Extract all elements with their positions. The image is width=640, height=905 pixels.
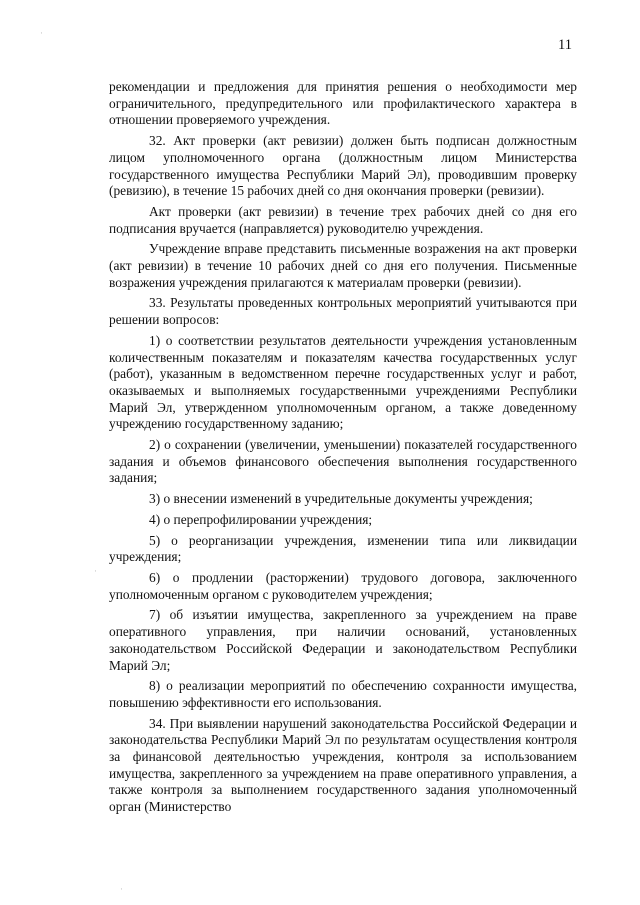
scan-speck: · (40, 28, 43, 38)
paragraph-recommendations: рекомендации и предложения для принятия решения о необходимости мер ограничительного, предупредительного или профилактического характера в отношении проверяемого учреждения. (109, 79, 577, 128)
list-item-8: 8) о реализации мероприятий по обеспечению сохранности имущества, повышению эффективности его использования. (109, 678, 577, 710)
scan-speck: · (120, 884, 123, 894)
list-item-1: 1) о соответствии результатов деятельности учреждения установленным количественным показателям и показателям качества государственных услуг (работ), указанным в ведомственном перечне государственных услуг и работ, оказываемых и выполняемых государственными учреждениями Республики Марий Эл, утвержденном уполномоченным органом, а также доведенному учреждению государственному заданию; (109, 332, 577, 432)
list-item-6: 6) о продлении (расторжении) трудового договора, заключенного уполномоченным органом с руководителем учреждения; (109, 569, 577, 602)
page-number: 11 (558, 37, 572, 53)
list-item-7: 7) об изъятии имущества, закрепленного за учреждением на праве оперативного управления, при наличии оснований, установленных законодательством Российской Федерации и законодательством Республики Марий Эл; (109, 607, 577, 673)
paragraph-act-delivery: Акт проверки (акт ревизии) в течение трех рабочих дней со дня его подписания вручается (направляется) руководителю учреждения. (109, 203, 577, 236)
scan-speck: · (94, 566, 97, 576)
list-item-5: 5) о реорганизации учреждения, изменении типа или ликвидации учреждения; (109, 532, 577, 565)
paragraph-32-act-signing: 32. Акт проверки (акт ревизии) должен быть подписан должностным лицом уполномоченного органа (должностным лицом Министерства государственного имущества Республики Марий Эл), проводившим проверку (ревизию), в течение 15 рабочих дней со дня окончания проверки (ревизии). (109, 133, 577, 199)
paragraph-33-results: 33. Результаты проведенных контрольных мероприятий учитываются при решении вопросов: (109, 295, 577, 328)
list-item-3: 3) о внесении изменений в учредительные документы учреждения; (149, 491, 533, 507)
list-item-4: 4) о перепрофилировании учреждения; (149, 511, 373, 527)
document-body (109, 79, 577, 816)
list-item-2: 2) о сохранении (увеличении, уменьшении) показателей государственного задания и объемов финансового обеспечения выполнения государственного задания; (109, 437, 577, 486)
paragraph-34-violations: 34. При выявлении нарушений законодательства Российской Федерации и законодательства Республики Марий Эл по результатам осуществления контроля за финансовой деятельностью учреждения, контроля за использованием имущества, закрепленного за учреждением на праве оперативного управления, а также контроля за выполнением государственного задания уполномоченный орган (Министерство (109, 715, 577, 815)
paragraph-objections: Учреждение вправе представить письменные возражения на акт проверки (акт ревизии) в течение 10 рабочих дней со дня его получения. Письменные возражения учреждения прилагаются к материалам проверки (ревизии). (109, 241, 577, 290)
